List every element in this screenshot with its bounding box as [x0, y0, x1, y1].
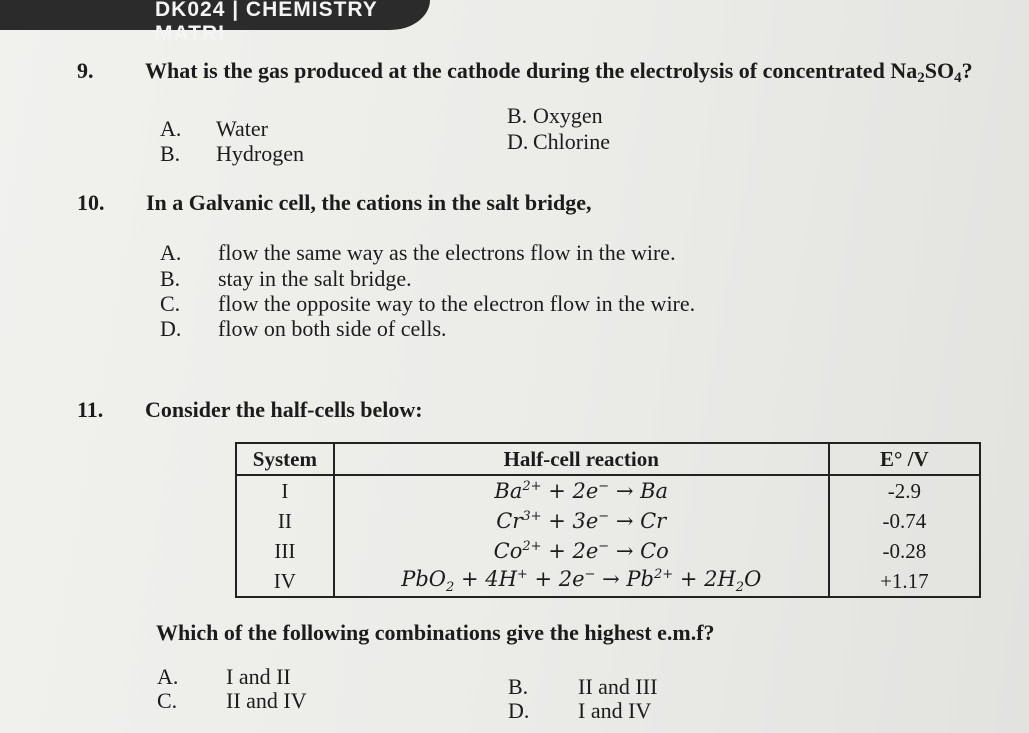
header-system: System — [236, 443, 334, 475]
q11-option-a-text[interactable]: I and II — [226, 664, 291, 689]
reaction-cell — [334, 566, 829, 597]
q11-option-d-text[interactable]: I and IV — [578, 698, 652, 723]
reaction-equation: $Cr^{3+} + 3e^- \to Cr$ — [496, 508, 667, 533]
q10-option-a-text[interactable]: flow the same way as the electrons flow in the wire. — [218, 240, 676, 265]
potential-cell: -2.9 — [829, 475, 980, 506]
system-cell: IV — [236, 566, 334, 597]
q10-option-d-letter[interactable]: D. — [160, 316, 182, 341]
q11-option-c-letter[interactable]: C. — [157, 688, 178, 713]
q11-option-c-text[interactable]: II and IV — [226, 688, 307, 713]
q9-option-a-letter[interactable]: A. — [160, 116, 182, 141]
q10-option-a-letter[interactable]: A. — [160, 240, 182, 265]
q11-number: 11. — [77, 397, 104, 422]
q9-option-c-letter[interactable]: B. — [507, 103, 528, 128]
potential-cell: +1.17 — [829, 566, 980, 597]
q9-number: 9. — [77, 58, 94, 83]
header-title: DK024 | CHEMISTRY MATRI — [155, 0, 378, 45]
header-potential: E° /V — [829, 443, 980, 475]
q9-formula-sub2: 4 — [954, 70, 962, 86]
q10-option-c-text[interactable]: flow the opposite way to the electron flow in the wire. — [218, 291, 696, 316]
q9-text-body: What is the gas produced at the cathode during the electrolysis of concentrated — [145, 58, 885, 83]
q9-option-d-letter[interactable]: D. — [507, 129, 529, 154]
table-header-row — [236, 443, 980, 475]
q9-option-b-text[interactable]: Hydrogen — [216, 141, 304, 166]
q11-option-b-text[interactable]: II and III — [578, 674, 658, 699]
q10-text: In a Galvanic cell, the cations in the salt bridge, — [146, 190, 592, 215]
q10-option-b-letter[interactable]: B. — [160, 266, 181, 291]
header-band — [0, 0, 430, 45]
q11-option-a-letter[interactable]: A. — [157, 664, 179, 689]
half-cell-table — [235, 442, 981, 598]
q11-question: Which of the following combinations give the highest e.m.f? — [156, 620, 715, 645]
q11-option-d-letter[interactable]: D. — [508, 698, 530, 723]
reaction-equation: $PbO_2 + 4H^+ + 2e^- \to Pb^{2+} + 2H_2O$ — [401, 566, 762, 596]
q9-option-a-text[interactable]: Water — [216, 116, 268, 141]
system-cell: III — [236, 536, 334, 566]
reaction-equation: $Co^{2+} + 2e^- \to Co$ — [493, 538, 669, 563]
q9-option-c-text[interactable]: Oxygen — [533, 103, 603, 128]
q10-number: 10. — [77, 190, 105, 215]
q9-option-b-letter[interactable]: B. — [160, 141, 181, 166]
q9-formula-end: ? — [961, 58, 973, 83]
q9-option-d-text[interactable]: Chlorine — [533, 129, 610, 154]
reaction-equation: $Ba^{2+} + 2e^- \to Ba$ — [494, 478, 669, 503]
reaction-cell — [334, 506, 829, 536]
q11-option-b-letter[interactable]: B. — [508, 674, 529, 699]
header-reaction: Half-cell reaction — [334, 443, 829, 475]
system-cell: II — [236, 506, 334, 536]
table-row — [236, 536, 980, 566]
q9-formula-sub: 2 — [917, 70, 925, 86]
q10-option-d-text[interactable]: flow on both side of cells. — [218, 316, 447, 341]
table-row — [236, 506, 980, 536]
table-row — [236, 566, 980, 597]
q11-text: Consider the half-cells below: — [145, 397, 423, 422]
q9-formula-so: SO — [924, 58, 955, 83]
q10-option-c-letter[interactable]: C. — [160, 291, 181, 316]
reaction-cell — [334, 536, 829, 566]
system-cell: I — [236, 475, 334, 506]
potential-cell: -0.28 — [829, 536, 980, 566]
potential-cell: -0.74 — [829, 506, 980, 536]
q10-option-b-text[interactable]: stay in the salt bridge. — [218, 266, 412, 291]
reaction-cell — [334, 475, 829, 506]
q9-formula — [890, 58, 973, 86]
q9-text — [145, 58, 973, 87]
q9-formula-na: Na — [890, 58, 918, 83]
table-row — [236, 475, 980, 506]
